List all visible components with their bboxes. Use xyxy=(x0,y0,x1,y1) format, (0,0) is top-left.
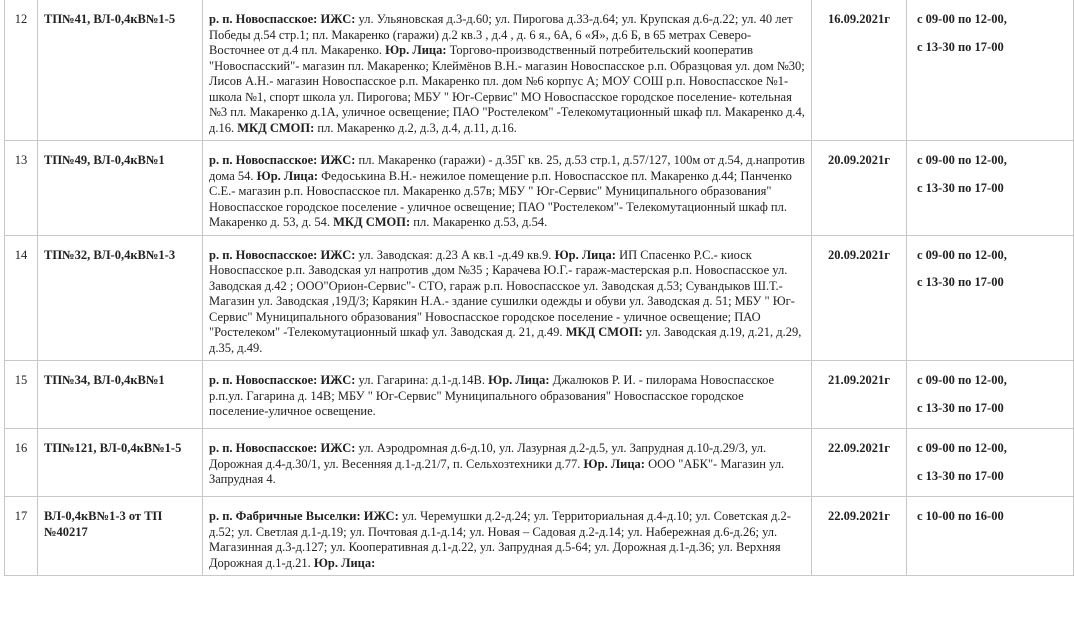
section-text: ООО "АБК"- Магазин ул. Запрудная 4. xyxy=(209,456,785,486)
power-object: ВЛ-0,4кВ№1-3 от ТП №40217 xyxy=(38,497,203,576)
time-range-2: с 13-30 по 17-00 xyxy=(917,39,1004,54)
section-label: р. п. Новоспасское: ИЖС: xyxy=(209,373,356,387)
time-range-2: с 13-30 по 17-00 xyxy=(917,180,1004,195)
table-row xyxy=(5,429,1074,497)
row-number: 15 xyxy=(5,361,38,429)
time-range-2: с 13-30 по 17-00 xyxy=(917,400,1004,415)
power-object: ТП№121, ВЛ-0,4кВ№1-5 xyxy=(38,429,203,497)
section-text: Федоськина В.Н.- нежилое помещение р.п. Новоспасское пл. Макаренко д.44; Панченко С.Е.- магазин р.п. Новоспасское пл. Макаренко д.57в; МБУ " Юг-Сервис" Муниципального образования" Новоспасское городское поселение - уличное освещение; ПАО "Ростелеком"- Телекомутационный шкаф пл. Макаренко д. 53, д. 54. xyxy=(209,168,792,229)
section-label: р. п. Фабричные Выселки: ИЖС: xyxy=(209,509,399,523)
section-text: пл. Макаренко д.2, д.3, д.4, д.11, д.16. xyxy=(314,120,517,135)
row-number: 12 xyxy=(5,0,38,141)
section-label: р. п. Новоспасское: ИЖС: xyxy=(209,441,356,455)
table-row xyxy=(5,361,1074,429)
outage-date: 21.09.2021г xyxy=(812,361,907,429)
time-range-1: с 09-00 по 12-00, xyxy=(917,153,1007,167)
section-text: ул. Черемушки д.2-д.24; ул. Территориальная д.4-д.10; ул. Советская д.2-д.52; ул. Светлая д.1-д.19; ул. Почтовая д.1-д.14; ул. Новая – Садовая д.2-д.14; ул. Набережная д.6-д.26; ул. Магазинная д.3-д.127; ул. Кооперативная д.1-д.22, ул. Запрудная д.5-64; ул. Дорожная д.1-д.36; ул. Верхняя Дорожная д.1-д.21. xyxy=(209,509,791,570)
section-label: р. п. Новоспасское: ИЖС: xyxy=(209,153,356,167)
section-label: Юр. Лица: xyxy=(488,373,550,387)
table-row xyxy=(5,235,1074,361)
section-label: Юр. Лица: xyxy=(385,43,447,57)
time-range-1: с 10-00 по 16-00 xyxy=(917,509,1004,523)
section-label: р. п. Новоспасское: ИЖС: xyxy=(209,247,356,262)
time-range-2: с 13-30 по 17-00 xyxy=(917,468,1004,483)
section-text: пл. Макаренко (гаражи) - д.35Г кв. 25, д.53 стр.1, д.57/127, 100м от д.54, д.напротив дома 54. xyxy=(209,153,805,183)
section-text: ул. Заводская: д.23 А кв.1 -д.49 кв.9. xyxy=(355,247,555,262)
section-label: Юр. Лица: xyxy=(583,456,645,471)
time-range-2: с 13-30 по 17-00 xyxy=(917,275,1004,289)
affected-addresses xyxy=(203,429,812,497)
row-number: 17 xyxy=(5,497,38,576)
section-label: Юр. Лица: xyxy=(554,247,616,262)
table-row xyxy=(5,497,1074,576)
affected-addresses xyxy=(203,497,812,576)
outage-time xyxy=(907,429,1074,497)
outage-time xyxy=(907,361,1074,429)
section-text: ИП Спасенко Р.С.- киоск Новоспасское р.п. Заводская ул напротив ,дом №35 ; Карачева Ю.Г.- гараж-мастерская р.п. Новоспасское ул. Заводская д.42 ; ООО"Орион-Сервис"- СТО, гараж р.п. Новоспасское ул. Заводская д.53; Сувандыков Ш.Т.- Магазин ул. Заводская ,19Д/3; Карякин Н.А.- здание сушилки одежды и обуви ул. Заводская д. 51; МБУ " Юг-Сервис" Муниципального образования" Новоспасское городское поселение - уличное освещение; ПАО "Ростелеком" -Телекомутационный шкаф ул. Заводская д. 21, д.49. xyxy=(209,247,795,339)
outage-date: 20.09.2021г xyxy=(812,141,907,236)
section-text: ул. Ульяновская д.3-д.60; ул. Пирогова д.33-д.64; ул. Крупская д.6-д.22; ул. 40 лет Победы д.54 стр.1; пл. Макаренко (гаражи) д.2 кв.3 , д.4 , д. 6 я., 6А, 6 «Я», д.6 Б, в 65 метрах Северо-Восточнее от д.4 пл. Макаренко. xyxy=(209,12,793,57)
row-number: 16 xyxy=(5,429,38,497)
outage-time xyxy=(907,0,1074,141)
section-text: пл. Макаренко д.53, д.54. xyxy=(410,215,548,229)
row-number: 13 xyxy=(5,141,38,236)
outage-time xyxy=(907,497,1074,576)
power-object: ТП№49, ВЛ-0,4кВ№1 xyxy=(38,141,203,236)
time-range-1: с 09-00 по 12-00, xyxy=(917,12,1007,26)
outage-schedule-table xyxy=(4,0,1074,576)
section-label: МКД СМОП: xyxy=(237,120,315,135)
section-text: ул. Аэродромная д.6-д.10, ул. Лазурная д.2-д.5, ул. Запрудная д.10-д.29/3, ул. Дорожная д.4-д.30/1, ул. Весенняя д.1-д.21/7, п. Сельхозтехники д.77. xyxy=(209,441,767,471)
power-object: ТП№41, ВЛ-0,4кВ№1-5 xyxy=(38,0,203,141)
table-row xyxy=(5,0,1074,141)
section-label: Юр. Лица: xyxy=(256,168,319,183)
affected-addresses xyxy=(203,141,812,236)
section-text: Торгово-производственный потребительский кооператив "Новоспасский"- магазин пл. Макаренко; Клеймёнов В.Н.- магазин Новоспасское р.п. Образцовая ул. дом №30; Лисов А.Н.- магазин Новоспасское р.п. Макаренко пл. дом №6 корпус А; МОУ СОШ р.п. Новоспасское №1- школа №1, спорт школа ул. Пирогова; МБУ " Юг-Сервис" МО Новоспасское городское поселение- котельная №3 пл. Макаренко д.1А, уличное освещение; ПАО "Ростелеком" -Телекомутационный шкаф пл. Макаренко д.4, д.16. xyxy=(209,43,805,135)
power-object: ТП№34, ВЛ-0,4кВ№1 xyxy=(38,361,203,429)
outage-date: 22.09.2021г xyxy=(812,497,907,576)
section-label: Юр. Лица: xyxy=(313,555,376,570)
section-text: ул. Заводская д.19, д.21, д.29, д.35, д.49. xyxy=(209,325,802,355)
section-label: МКД СМОП: xyxy=(333,215,411,229)
time-range-1: с 09-00 по 12-00, xyxy=(917,247,1007,262)
row-number: 14 xyxy=(5,235,38,361)
power-object: ТП№32, ВЛ-0,4кВ№1-3 xyxy=(38,235,203,361)
outage-time xyxy=(907,235,1074,361)
outage-date: 16.09.2021г xyxy=(812,0,907,141)
outage-date: 20.09.2021г xyxy=(812,235,907,361)
outage-date: 22.09.2021г xyxy=(812,429,907,497)
time-range-1: с 09-00 по 12-00, xyxy=(917,441,1007,455)
time-range-1: с 09-00 по 12-00, xyxy=(917,373,1007,387)
outage-time xyxy=(907,141,1074,236)
section-text: Джалюков Р. И. - пилорама Новоспасское р.п.ул. Гагарина д. 14В; МБУ " Юг-Сервис" Муниципального образования" Новоспасское городское поселение-уличное освещение. xyxy=(209,373,775,418)
section-label: МКД СМОП: xyxy=(565,325,643,339)
affected-addresses xyxy=(203,0,812,141)
affected-addresses xyxy=(203,235,812,361)
section-text: ул. Гагарина: д.1-д.14В. xyxy=(355,373,489,387)
table-row xyxy=(5,141,1074,236)
section-label: р. п. Новоспасское: ИЖС: xyxy=(209,12,356,26)
affected-addresses xyxy=(203,361,812,429)
